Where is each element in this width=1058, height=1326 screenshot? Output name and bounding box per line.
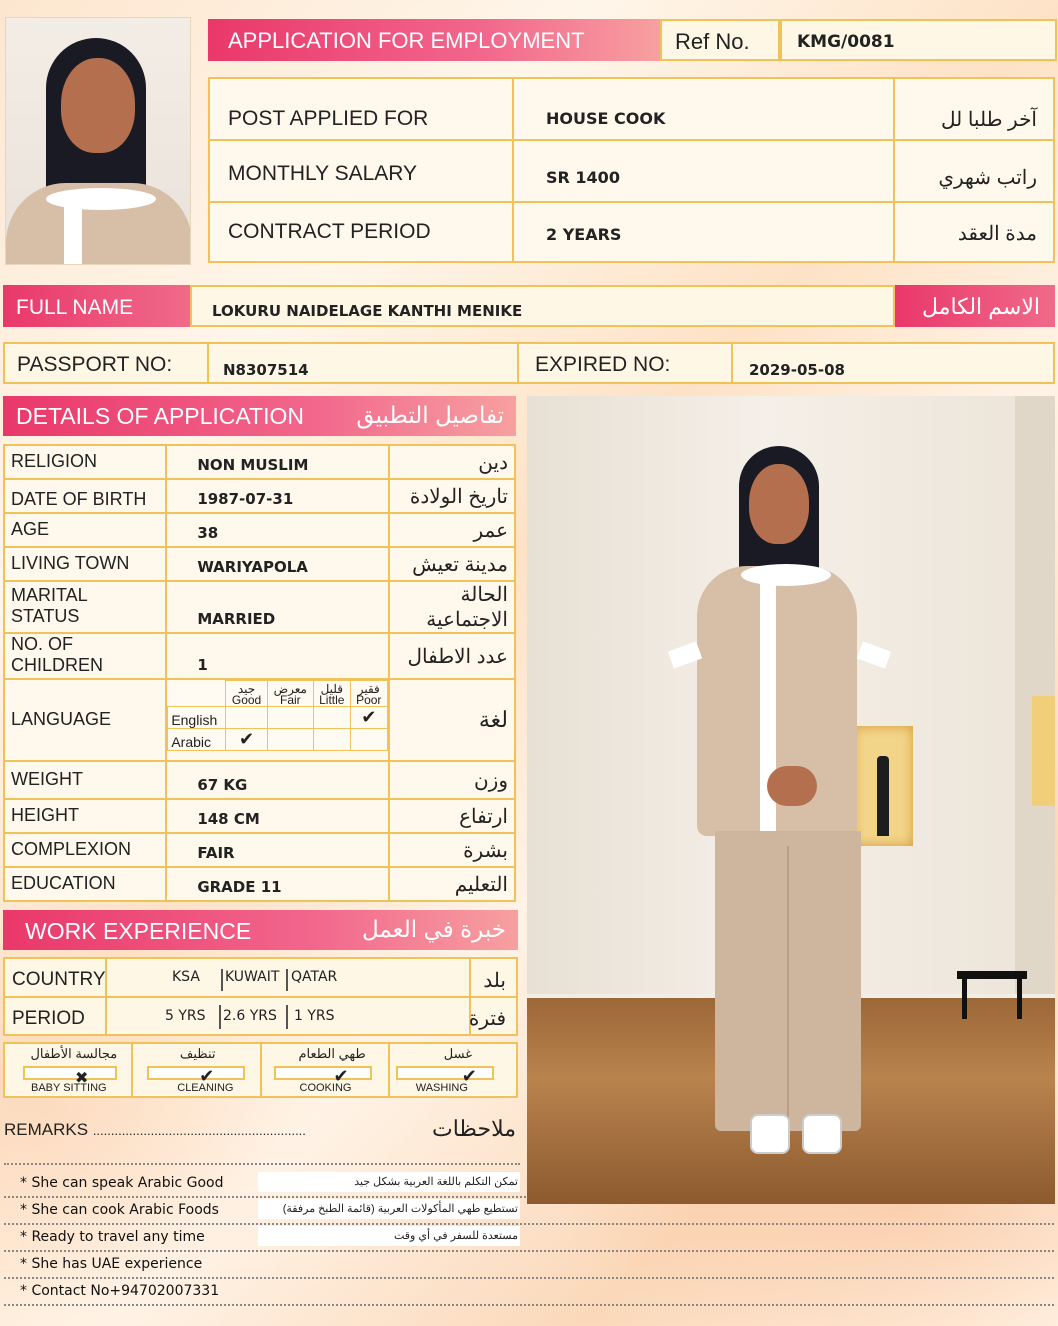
post-applied-arabic: آخر طلبا لل: [941, 109, 1037, 131]
skill-en: WASHING: [415, 1082, 468, 1094]
religion-label: RELIGION: [4, 445, 166, 479]
country-ksa: KSA: [172, 969, 200, 985]
details-table: [3, 444, 516, 902]
living-town-arabic: مدينة تعيش: [389, 547, 515, 581]
passport-label: PASSPORT NO:: [17, 353, 173, 376]
language-grid-cell: [166, 679, 388, 761]
check-icon: ✔: [461, 1066, 477, 1086]
skill-baby-sitting: [5, 1044, 133, 1096]
period-label: PERIOD: [12, 1008, 85, 1029]
marital-status-arabic: الحالة الاجتماعية: [389, 581, 515, 633]
details-title-arabic: تفاصيل التطبيق: [356, 402, 504, 428]
check-icon: ✔: [199, 1066, 215, 1086]
children-label: NO. OF CHILDREN: [4, 633, 166, 679]
table-row: [4, 479, 515, 513]
table-row: [4, 633, 515, 679]
passport-value: N8307514: [223, 361, 309, 379]
weight-label: WEIGHT: [4, 761, 166, 799]
work-title-arabic: خبرة في العمل: [361, 916, 506, 942]
table-row: [4, 581, 515, 633]
dob-label: DATE OF BIRTH: [4, 479, 166, 513]
passport-row: [3, 342, 1055, 384]
remark-line-2: * She can cook Arabic Foods: [20, 1202, 219, 1218]
education-arabic: التعليم: [389, 867, 515, 901]
marital-status-label: MARITAL STATUS: [4, 581, 166, 633]
monthly-salary-label: MONTHLY SALARY: [228, 162, 418, 185]
education-label: EDUCATION: [4, 867, 166, 901]
details-title: DETAILS OF APPLICATION: [16, 403, 304, 429]
post-applied-value: HOUSE COOK: [546, 109, 666, 128]
full-name-label-cell: [3, 285, 190, 327]
level-good: جيد Good: [226, 681, 267, 707]
page-title: APPLICATION FOR EMPLOYMENT: [228, 28, 585, 53]
portrait-photo: [5, 17, 191, 265]
monthly-salary-value: SR 1400: [546, 168, 620, 187]
religion-value: NON MUSLIM: [166, 445, 388, 479]
table-row: [4, 679, 515, 761]
skill-en: COOKING: [299, 1082, 352, 1094]
post-section: [208, 77, 1055, 263]
ref-label-cell: [660, 19, 780, 61]
country-arabic: بلد: [483, 970, 506, 992]
remark-line-3: * Ready to travel any time: [20, 1229, 205, 1245]
remark-ar-1: تمكن التكلم باللغة العربية بشكل جيد: [258, 1172, 520, 1192]
monthly-salary-arabic: راتب شهري: [938, 167, 1037, 189]
table-row: [4, 799, 515, 833]
work-table: [3, 957, 518, 1036]
country-label: COUNTRY: [12, 969, 106, 990]
table-row: [4, 445, 515, 479]
table-row: [4, 761, 515, 799]
full-name-arabic-cell: [895, 285, 1055, 327]
post-applied-label: POST APPLIED FOR: [228, 107, 429, 130]
period-kuwait: 2.6 YRS: [219, 1005, 277, 1029]
skill-en: CLEANING: [177, 1082, 234, 1094]
skill-ar: تنظيف: [179, 1046, 216, 1061]
skill-ar: طهي الطعام: [298, 1046, 366, 1061]
work-title: WORK EXPERIENCE: [25, 918, 252, 944]
remark-ar-3: مستعدة للسفر في أي وقت: [258, 1226, 520, 1246]
level-poor: فقير Poor: [350, 681, 387, 707]
table-row: [4, 547, 515, 581]
age-value: 38: [166, 513, 388, 547]
full-name-label: FULL NAME: [16, 296, 134, 319]
weight-arabic: وزن: [389, 761, 515, 799]
period-arabic: فترة: [468, 1008, 506, 1030]
remark-ar-2: تستطيع طهي المأكولات العربية (قائمة الطبخ مرفقة): [258, 1199, 520, 1219]
details-header: [3, 396, 516, 436]
contract-period-arabic: مدة العقد: [957, 223, 1037, 245]
language-grid: [167, 680, 387, 751]
check-icon: ✔: [333, 1066, 349, 1086]
age-label: AGE: [4, 513, 166, 547]
country-qatar: QATAR: [286, 969, 337, 991]
level-fair: معرض Fair: [267, 681, 313, 707]
skill-cooking: [262, 1044, 390, 1096]
expired-value: 2029-05-08: [749, 361, 845, 379]
children-value: 1: [166, 633, 388, 679]
arabic-check-icon: ✔: [226, 729, 267, 751]
period-qatar: 1 YRS: [286, 1005, 335, 1029]
ref-value: KMG/0081: [797, 32, 895, 52]
contract-period-value: 2 YEARS: [546, 225, 622, 244]
work-header: [3, 910, 518, 950]
language-arabic-label: لغة: [389, 679, 515, 761]
religion-arabic: دين: [389, 445, 515, 479]
complexion-arabic: بشرة: [389, 833, 515, 867]
age-arabic: عمر: [389, 513, 515, 547]
living-town-label: LIVING TOWN: [4, 547, 166, 581]
contract-period-label: CONTRACT PERIOD: [228, 220, 431, 243]
level-little: قليل Little: [313, 681, 350, 707]
living-town-value: WARIYAPOLA: [166, 547, 388, 581]
header-title-bar: [208, 19, 660, 61]
full-name-arabic: الاسم الكامل: [922, 294, 1040, 319]
full-body-photo: [527, 396, 1055, 1204]
language-arabic: Arabic: [168, 729, 226, 751]
skill-cleaning: [133, 1044, 261, 1096]
full-name-value: LOKURU NAIDELAGE KANTHI MENIKE: [212, 302, 523, 320]
skills-row: [3, 1042, 518, 1098]
complexion-label: COMPLEXION: [4, 833, 166, 867]
marital-status-value: MARRIED: [166, 581, 388, 633]
skill-ar: مجالسة الأطفال: [30, 1046, 118, 1061]
skill-ar: غسل: [443, 1046, 472, 1061]
height-arabic: ارتفاع: [389, 799, 515, 833]
remarks-label: REMARKS ...........................................................: [4, 1120, 306, 1139]
table-row: [4, 833, 515, 867]
dob-arabic: تاريخ الولادة: [389, 479, 515, 513]
weight-value: 67 KG: [166, 761, 388, 799]
cross-icon: ✖: [75, 1070, 89, 1087]
height-label: HEIGHT: [4, 799, 166, 833]
remark-line-1: * She can speak Arabic Good: [20, 1175, 224, 1191]
english-check-icon: ✔: [350, 707, 387, 729]
remarks-arabic: ملاحظات: [432, 1116, 516, 1141]
full-name-value-cell: [190, 285, 895, 327]
complexion-value: FAIR: [166, 833, 388, 867]
skill-en: BABY SITTING: [31, 1082, 107, 1094]
education-value: GRADE 11: [166, 867, 388, 901]
ref-label: Ref No.: [675, 29, 750, 54]
language-label: LANGUAGE: [4, 679, 166, 761]
height-value: 148 CM: [166, 799, 388, 833]
expired-label: EXPIRED NO:: [535, 353, 671, 376]
period-ksa: 5 YRS: [165, 1008, 206, 1024]
table-row: [4, 867, 515, 901]
dob-value: 1987-07-31: [166, 479, 388, 513]
children-arabic: عدد الاطفال: [389, 633, 515, 679]
remark-line-4: * She has UAE experience: [20, 1256, 203, 1272]
ref-value-cell: [780, 19, 1057, 61]
country-kuwait: KUWAIT: [221, 969, 279, 991]
remark-line-5: * Contact No+94702007331: [20, 1283, 220, 1299]
skill-washing: [390, 1044, 516, 1096]
language-english: English: [168, 707, 226, 729]
table-row: [4, 513, 515, 547]
